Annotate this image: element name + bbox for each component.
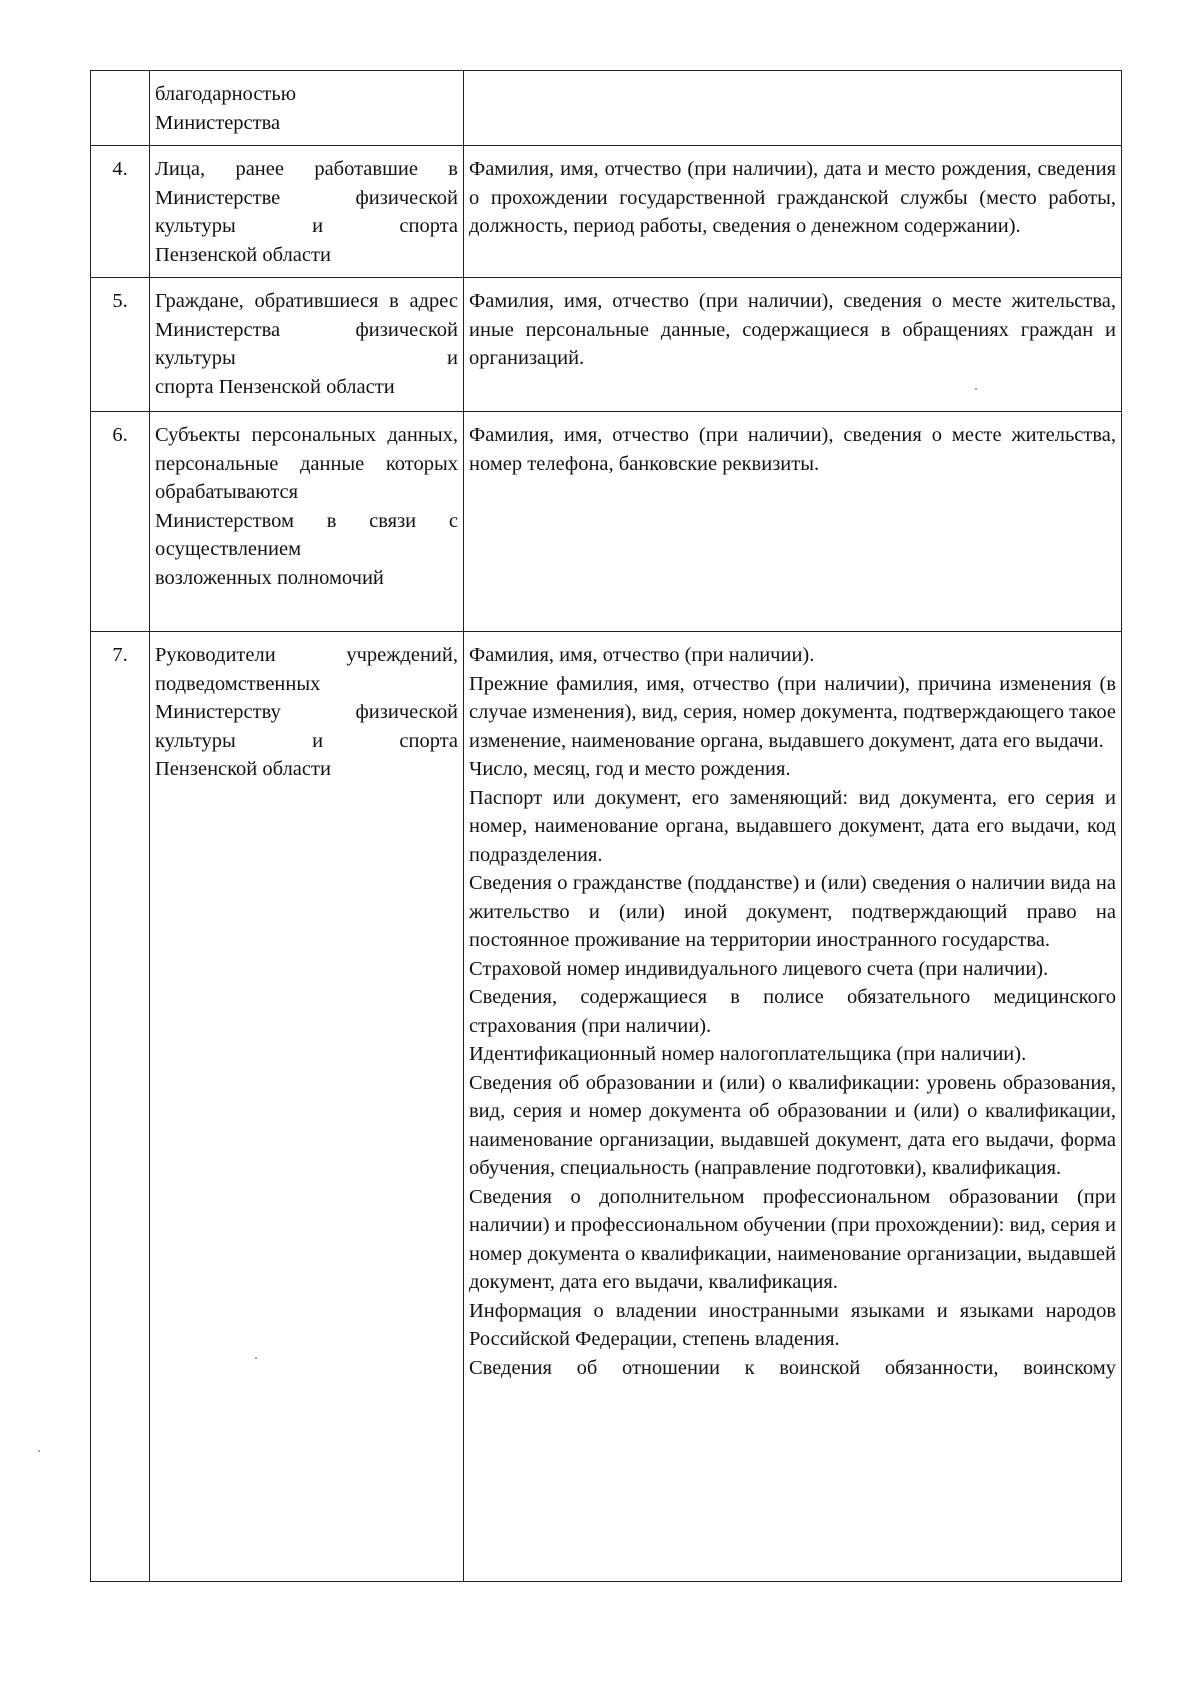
data-paragraph: Сведения об отношении к воинской обязанности, воинскому xyxy=(469,1356,1116,1379)
data-paragraph: Прежние фамилия, имя, отчество (при наличии), причина изменения (в случае изменения), вид, серия, номер документа, подтверждающего такое изменение, наименование органа, выдавшего документ, дата его выдачи. xyxy=(469,672,1116,752)
data-paragraph: Идентификационный номер налогоплательщика (при наличии). xyxy=(469,1043,1027,1065)
subject-line: Субъекты персональных данных, персональные данные которых xyxy=(155,424,458,475)
subject-cell xyxy=(150,146,464,278)
data-cell xyxy=(464,71,1122,146)
data-paragraph: Число, месяц, год и место рождения. xyxy=(469,758,791,780)
subject-cell xyxy=(150,278,464,412)
table-row xyxy=(91,632,1122,1582)
scan-speck xyxy=(38,1450,40,1452)
personal-data-table xyxy=(90,70,1122,1582)
data-paragraph: Фамилия, имя, отчество (при наличии). xyxy=(469,644,815,666)
scan-speck xyxy=(255,1357,257,1359)
subject-line: спорта Пензенской области xyxy=(155,375,395,398)
data-paragraph: Информация о владении иностранными языками и языками народов Российской Федерации, степень владения. xyxy=(469,1299,1116,1350)
data-paragraph: Сведения о дополнительном профессиональном образовании (при наличии) и профессиональном обучении (при прохождении): вид, серия и номер документа о квалификации, наименование организации, выдавшей документ, дата его выдачи, квалификация. xyxy=(469,1185,1116,1293)
data-paragraph: Сведения, содержащиеся в полисе обязательного медицинского страхования (при наличии). xyxy=(469,986,1116,1037)
data-paragraph: Страховой номер индивидуального лицевого счета (при наличии). xyxy=(469,957,1049,980)
data-paragraph: Паспорт или документ, его заменяющий: вид документа, его серия и номер, наименование органа, выдавшего документ, дата его выдачи, код подразделения. xyxy=(469,786,1116,866)
row-number: 6. xyxy=(91,412,150,632)
subject-cell xyxy=(150,71,464,146)
data-cell xyxy=(464,146,1122,278)
subject-line: подведомственных xyxy=(155,672,321,695)
data-paragraph: Фамилия, имя, отчество (при наличии), дата и место рождения, сведения о прохождении государственной гражданской службы (место работы, должность, период работы, сведения о денежном содержании). xyxy=(469,158,1116,237)
row-number: 4. xyxy=(91,146,150,278)
row-number: 5. xyxy=(91,278,150,412)
data-cell xyxy=(464,278,1122,412)
subject-line: возложенных полномочий xyxy=(155,566,384,589)
subject-line: благодарностью xyxy=(155,83,297,105)
subject-line: Министерства xyxy=(155,111,281,134)
data-paragraph: Сведения о гражданстве (подданстве) и (или) сведения о наличии вида на жительство и (или) иной документ, подтверждающий право на постоянное проживание на территории иностранного государства. xyxy=(469,872,1116,951)
subject-line: Лица, ранее работавшие в Министерстве физической культуры и спорта xyxy=(155,158,458,237)
table-row xyxy=(91,146,1122,278)
row-number: 7. xyxy=(91,632,150,1582)
data-paragraph: Фамилия, имя, отчество (при наличии), сведения о месте жительства, иные персональные данные, содержащиеся в обращениях граждан и организаций. xyxy=(469,290,1116,369)
data-cell xyxy=(464,632,1122,1582)
scan-speck xyxy=(975,388,977,390)
subject-cell xyxy=(150,412,464,632)
subject-line: осуществлением xyxy=(155,538,302,560)
subject-line: Министерству физической культуры и спорта xyxy=(155,701,458,752)
subject-line: Министерством в связи с xyxy=(155,509,458,532)
table-row xyxy=(91,412,1122,632)
subject-cell xyxy=(150,632,464,1582)
data-paragraph: Сведения об образовании и (или) о квалификации: уровень образования, вид, серия и номер документа об образовании и (или) о квалификации, наименование организации, выдавшей документ, дата его выдачи, форма обучения, специальность (направление подготовки), квалификация. xyxy=(469,1071,1116,1179)
table-row xyxy=(91,278,1122,412)
table-row xyxy=(91,71,1122,146)
data-cell xyxy=(464,412,1122,632)
row-number xyxy=(91,71,150,146)
subject-line: Пензенской области xyxy=(155,243,331,266)
subject-line: Пензенской области xyxy=(155,758,331,780)
data-paragraph: Фамилия, имя, отчество (при наличии), сведения о месте жительства, номер телефона, банковские реквизиты. xyxy=(469,424,1116,475)
subject-line: обрабатываются xyxy=(155,481,299,503)
subject-line: Граждане, обратившиеся в адрес Министерства физической культуры и xyxy=(155,290,458,369)
subject-line: Руководители учреждений, xyxy=(155,644,458,666)
